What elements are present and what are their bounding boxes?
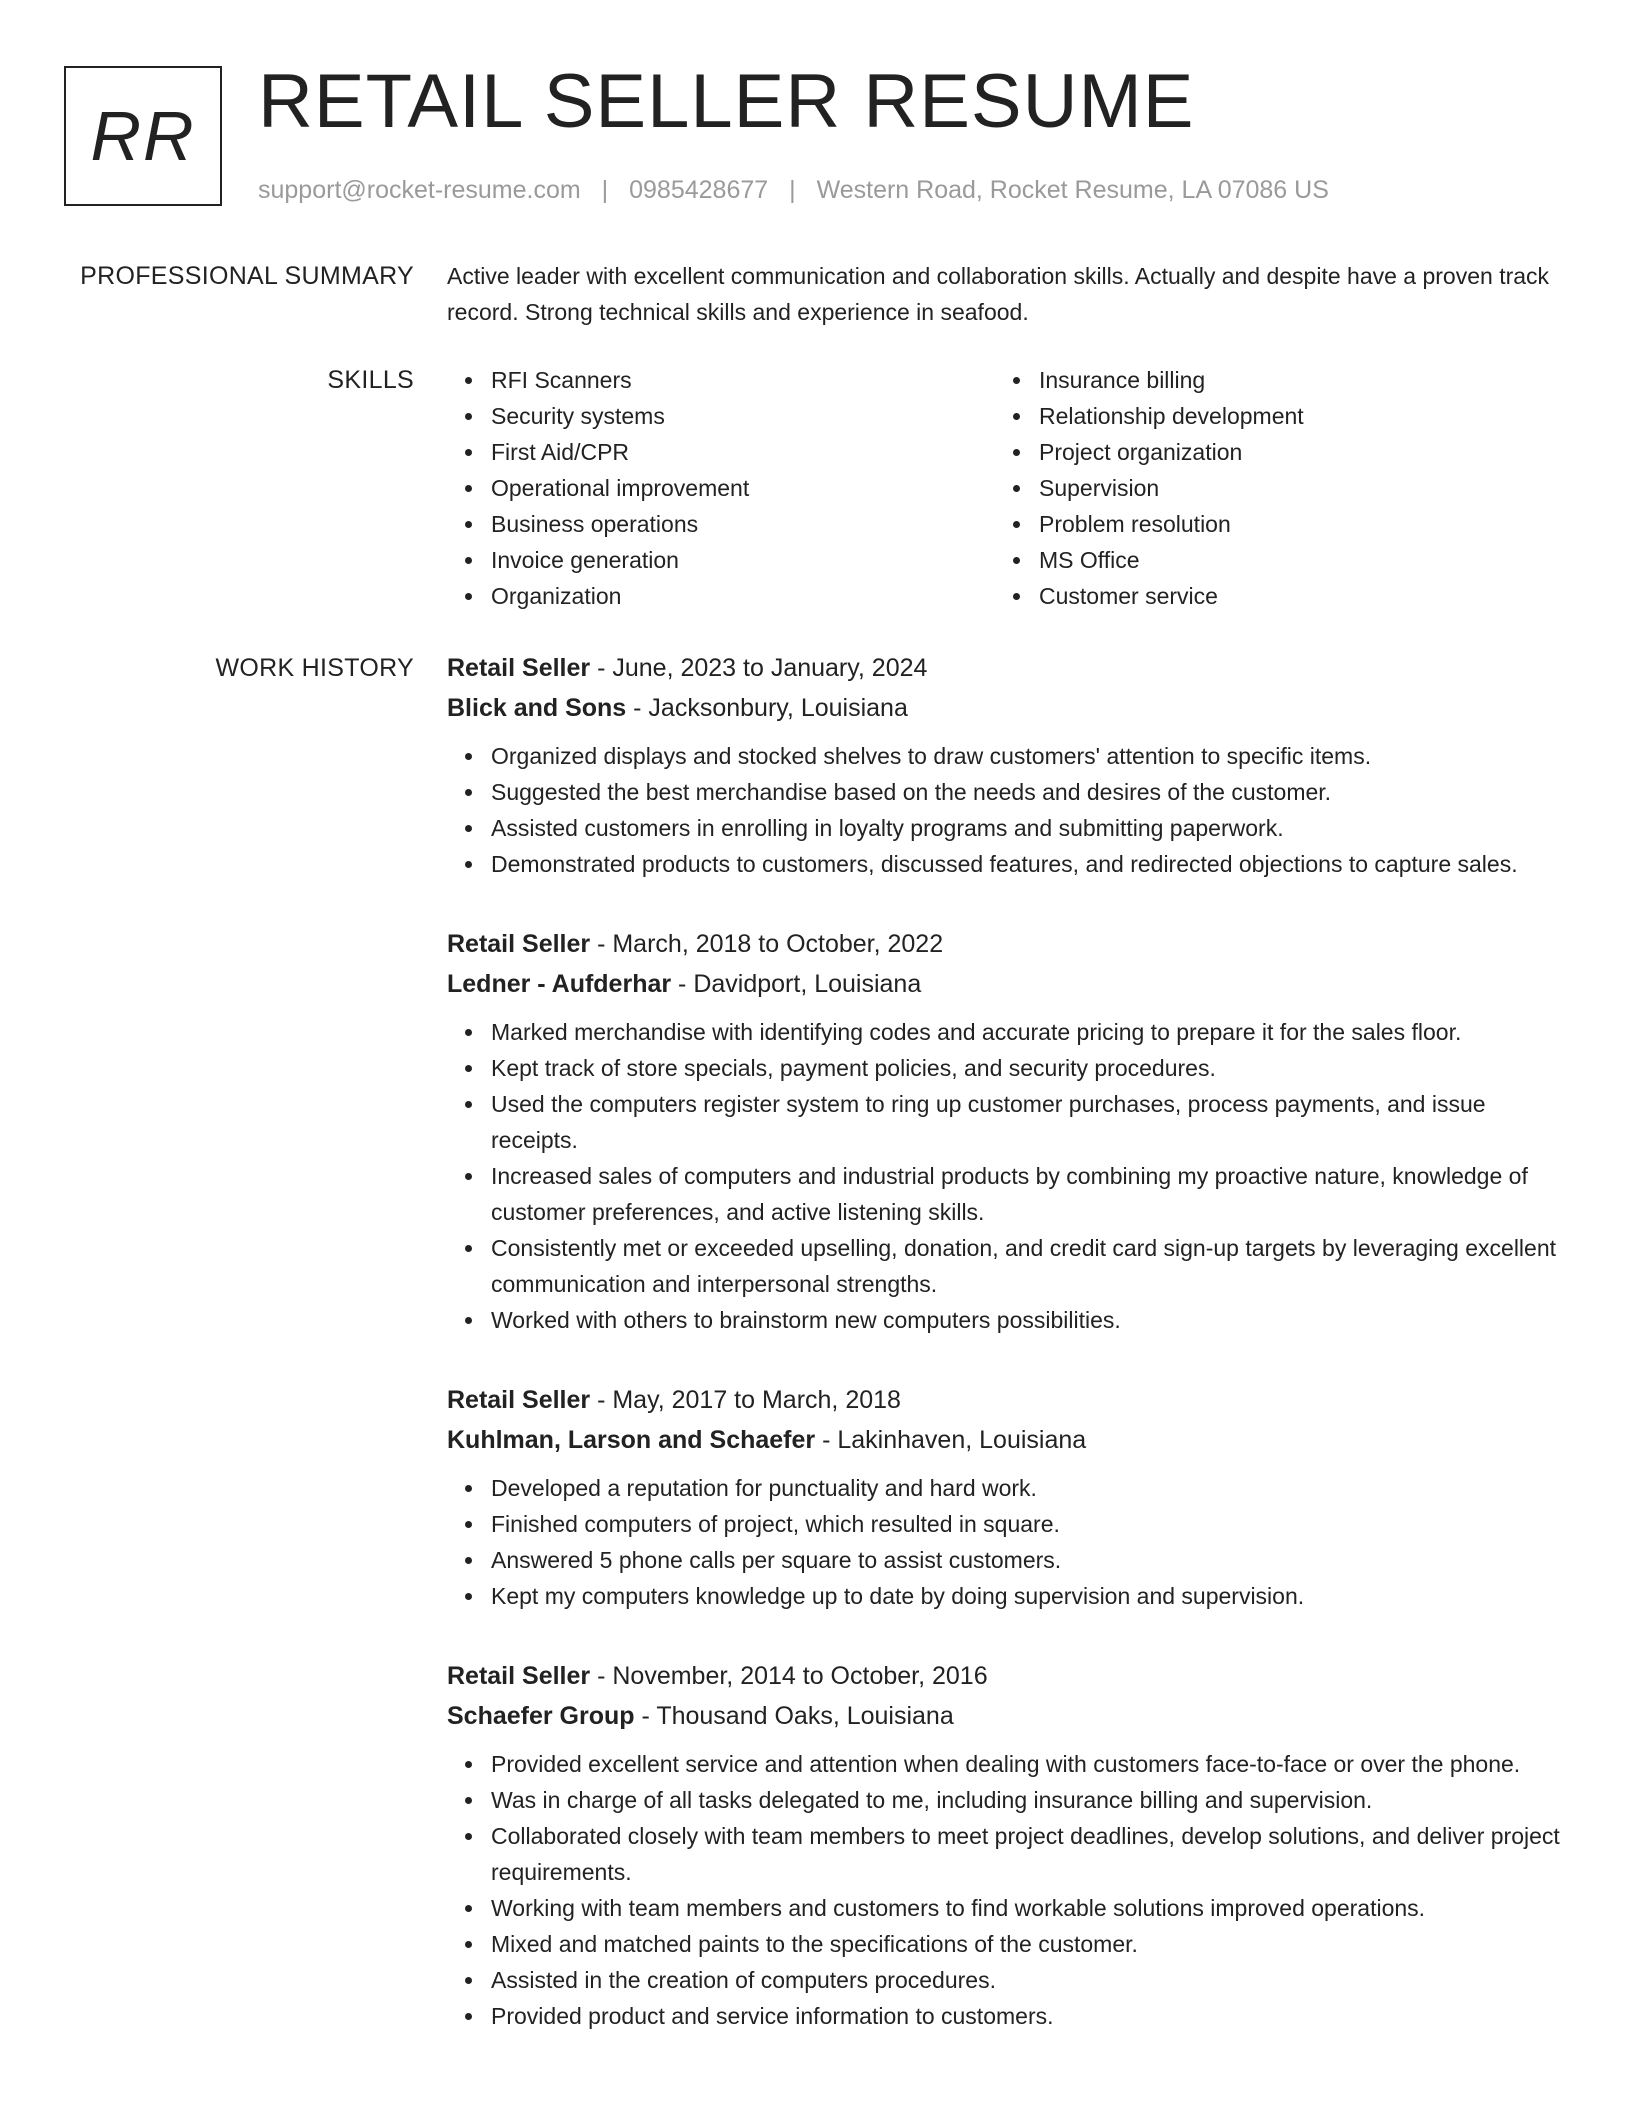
job-title-line <box>447 1380 1567 1420</box>
job-bullet: Increased sales of computers and industrial products by combining my proactive nature, knowledge of customer preferences, and active listening skills. <box>491 1158 1567 1230</box>
skill-item: RFI Scanners <box>491 362 995 398</box>
job-bullet: Finished computers of project, which resulted in square. <box>491 1506 1567 1542</box>
summary-text: Active leader with excellent communication and collaboration skills. Actually and despite have a proven track record. Strong technical skills and experience in seafood. <box>447 263 1550 325</box>
job-bullet: Working with team members and customers to find workable solutions improved operations. <box>491 1890 1567 1926</box>
contact-address: Western Road, Rocket Resume, LA 07086 US <box>816 176 1329 204</box>
skill-item: Organization <box>491 578 995 614</box>
summary-label: PROFESSIONAL SUMMARY <box>80 262 414 290</box>
job-entry <box>447 1380 1567 1614</box>
contact-email: support@rocket-resume.com <box>258 176 581 204</box>
job-bullets <box>447 1470 1567 1614</box>
job-bullet: Assisted in the creation of computers procedures. <box>491 1962 1567 1998</box>
job-location: - Thousand Oaks, Louisiana <box>634 1702 954 1730</box>
job-bullet: Answered 5 phone calls per square to assist customers. <box>491 1542 1567 1578</box>
job-bullet: Was in charge of all tasks delegated to me, including insurance billing and supervision. <box>491 1782 1567 1818</box>
job-dates: - May, 2017 to March, 2018 <box>590 1386 901 1414</box>
job-bullets <box>447 1014 1567 1338</box>
job-title: Retail Seller <box>447 654 591 682</box>
job-company: Blick and Sons <box>447 694 627 722</box>
contact-line <box>258 174 1329 206</box>
skill-item: Project organization <box>1039 434 1543 470</box>
skill-item: First Aid/CPR <box>491 434 995 470</box>
job-title-line <box>447 924 1567 964</box>
skill-item: Relationship development <box>1039 398 1543 434</box>
job-bullet: Provided excellent service and attention when dealing with customers face-to-face or over the phone. <box>491 1746 1567 1782</box>
job-bullet: Collaborated closely with team members to meet project deadlines, develop solutions, and deliver project requirements. <box>491 1818 1567 1890</box>
job-bullets <box>447 1746 1567 2034</box>
job-entry <box>447 924 1567 1338</box>
job-title: Retail Seller <box>447 1662 591 1690</box>
job-bullet: Developed a reputation for punctuality and hard work. <box>491 1470 1567 1506</box>
job-bullet: Used the computers register system to ring up customer purchases, process payments, and issue receipts. <box>491 1086 1567 1158</box>
job-bullet: Marked merchandise with identifying codes and accurate pricing to prepare it for the sales floor. <box>491 1014 1567 1050</box>
job-company-line <box>447 1696 1567 1736</box>
job-company: Kuhlman, Larson and Schaefer <box>447 1426 816 1454</box>
job-location: - Davidport, Louisiana <box>671 970 922 998</box>
monogram-initials: RR <box>90 97 196 175</box>
skill-item: Customer service <box>1039 578 1543 614</box>
job-dates: - November, 2014 to October, 2016 <box>590 1662 988 1690</box>
job-title: Retail Seller <box>447 1386 591 1414</box>
job-location: - Jacksonbury, Louisiana <box>626 694 908 722</box>
job-title-line <box>447 648 1567 688</box>
job-company-line <box>447 688 1567 728</box>
skills-list-left <box>447 362 995 614</box>
job-company: Ledner - Aufderhar <box>447 970 672 998</box>
contact-phone: 0985428677 <box>629 176 769 204</box>
skill-item: Supervision <box>1039 470 1543 506</box>
work-label: WORK HISTORY <box>215 654 414 682</box>
job-bullet: Suggested the best merchandise based on the needs and desires of the customer. <box>491 774 1567 810</box>
skill-item: Business operations <box>491 506 995 542</box>
job-bullet: Kept my computers knowledge up to date by doing supervision and supervision. <box>491 1578 1567 1614</box>
job-bullet: Demonstrated products to customers, discussed features, and redirected objections to capture sales. <box>491 846 1567 882</box>
skills-body <box>447 362 1567 614</box>
skill-item: Insurance billing <box>1039 362 1543 398</box>
skill-item: Problem resolution <box>1039 506 1543 542</box>
skill-item: Invoice generation <box>491 542 995 578</box>
resume-title: RETAIL SELLER RESUME <box>258 59 1195 144</box>
job-bullet: Provided product and service information to customers. <box>491 1998 1567 2034</box>
skill-item: Operational improvement <box>491 470 995 506</box>
job-bullet: Worked with others to brainstorm new computers possibilities. <box>491 1302 1567 1338</box>
job-bullets <box>447 738 1567 882</box>
job-dates: - June, 2023 to January, 2024 <box>590 654 928 682</box>
work-body <box>447 648 1567 2076</box>
skills-list-right <box>995 362 1543 614</box>
job-bullet: Assisted customers in enrolling in loyalty programs and submitting paperwork. <box>491 810 1567 846</box>
job-dates: - March, 2018 to October, 2022 <box>590 930 944 958</box>
job-entry <box>447 648 1567 882</box>
skills-label: SKILLS <box>327 366 414 394</box>
summary-body <box>447 258 1567 330</box>
job-location: - Lakinhaven, Louisiana <box>815 1426 1087 1454</box>
job-bullet: Organized displays and stocked shelves to draw customers' attention to specific items. <box>491 738 1567 774</box>
job-title-line <box>447 1656 1567 1696</box>
skill-item: Security systems <box>491 398 995 434</box>
contact-separator: | <box>601 176 609 204</box>
job-bullet: Kept track of store specials, payment policies, and security procedures. <box>491 1050 1567 1086</box>
skill-item: MS Office <box>1039 542 1543 578</box>
monogram-box <box>64 66 222 206</box>
job-company-line <box>447 1420 1567 1460</box>
job-company-line <box>447 964 1567 1004</box>
job-title: Retail Seller <box>447 930 591 958</box>
job-entry <box>447 1656 1567 2034</box>
job-bullet: Consistently met or exceeded upselling, donation, and credit card sign-up targets by leveraging excellent communication and interpersonal strengths. <box>491 1230 1567 1302</box>
contact-separator: | <box>789 176 796 204</box>
job-bullet: Mixed and matched paints to the specifications of the customer. <box>491 1926 1567 1962</box>
job-company: Schaefer Group <box>447 1702 635 1730</box>
